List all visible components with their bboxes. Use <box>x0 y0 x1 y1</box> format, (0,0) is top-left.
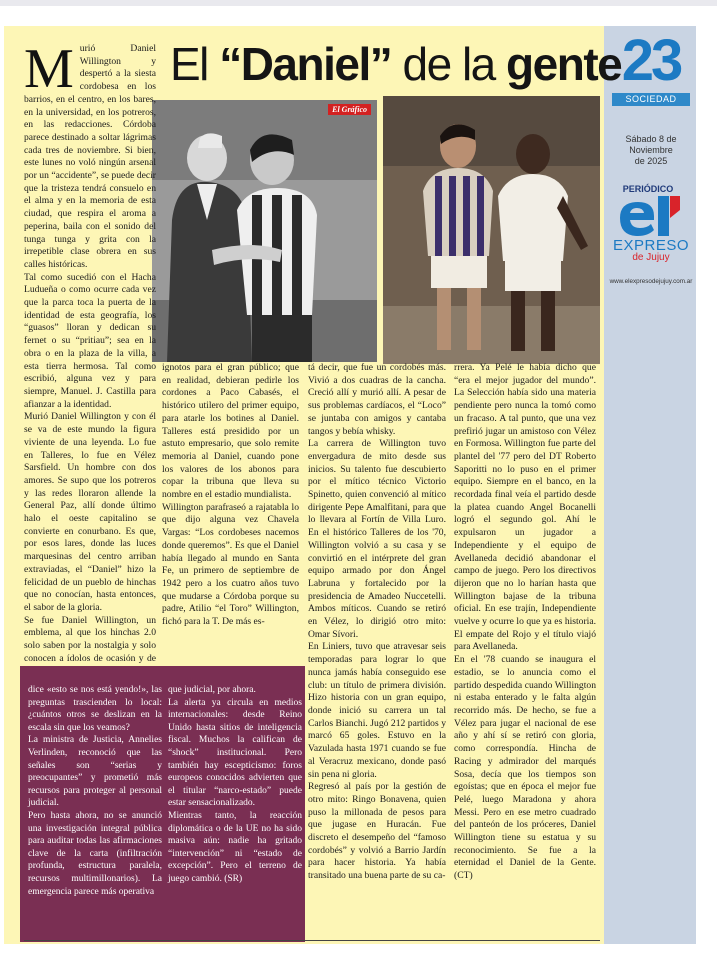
brand-expreso: EXPRESO <box>612 237 690 254</box>
brand-website[interactable]: www.elexpresodejujuy.com.ar <box>609 278 693 285</box>
headline: El “Daniel” de la gente <box>170 38 622 90</box>
el-logo <box>616 196 680 238</box>
box-column-2: que judicial, por ahora. La alerta ya circula en medios internacionales: desde Reino Unido hasta sitios de inteligencia fiscal. Muchos la califican de “shock” institucional. Pero también hay escepticismo: foros europeos conocidos advierten que el titular “narco-estado” puede estar sensacionalizado. Mientras tanto, la reacción diplomática o de la UE no ha sido masiva aún: nadie ha gritado “intervención” ni “estado de excepción”. Pero el terreno de juego cambió. (SR) <box>168 685 302 884</box>
top-strip <box>0 0 717 6</box>
section-label: SOCIEDAD <box>612 93 690 106</box>
article-column-1: Murió Daniel Willington y despertó a la siesta cordobesa en los barrios, en el centro, en los bares, en la universidad, en los potreros, en las redacciones. Córdoba parece destinado a soltar lágrimas cada tres de noviembre. Si bien, este lunes no voló ningún arsenal por un “accidente”, se puede decir que la tristeza tendrá consuelo en el alma y en la memoria de esta ciudad, que respira el aroma a peperina, baila con el sonido del tunga tunga y grita con la irrepetible clase obrera en sus calles históricas. Tal como sucedió con el Hacha Ludueña o como ocurre cada vez que la parca toca la puerta de la identidad de esta geografía, los “guasos” lloran y dedican su fernet o su “pritiau”; sea en la obra o en la plaza de la villa, a esta tierra hermosa. Tal como escribió, alguna vez y para siempre, Manuel. J. Castilla para afianzar a la identidad. Murió Daniel Willington y con él se va de este mundo la figura viviente de una leyenda. Lo fue en Talleres, lo fue en Vélez Sarsfield. Un hombre con dos amores. Se supo que los potreros y las redes lloraron allende la General Paz, allí donde último halo el oeste capitalino se convierte en conurbano. Es que, por esos lares, donde las luces marquesinas del centro arriban extraviadas, el “Daniel” hizo la felicidad de un pueblo de hinchas que no conocían, hasta entonces, el sabor de la gloria. Se fue Daniel Willington, un emblema, al que los hinchas 2.0 solo saben por la nostalgia y solo conocen a ídolos de ocasión y de <box>24 38 156 664</box>
page-number: 23 <box>621 28 681 93</box>
article-column-4: rrera. Ya Pelé le había dicho que “era el mejor jugador del mundo”. La Selección había sido una materia pendiente pero nunca la tomó como un fracaso. A tal punto, que una vez prefirió jugar un amistoso con Vélez en Formosa. Willington fue parte del plantel del '77 pero del DT Roberto Saporitti no lo puso en el primer equipo. Siempre en el banco, en la recordada final veía el partido desde la platea cuando Angel Bocanelli logró el segundo gol. Ahí le expulsaron un jugador a Independiente y el equipo de Avellaneda decidió abandonar el campo de juego. Pero los directivos dijeron que no lo harían hasta que Willington bajase de la tribuna oficial. En ese trajín, Independiente vuelve y ocurre lo que ya es historia. El empate del Rojo y el título viajó para Avellaneda. En el '78 cuando se inaugura el estadio, se lo anuncia como el partido despedida cuando Willington ni estaba enterado y le falta algún recorrido más. De hecho, se fue a Vélez para jugar el nacional de ese año y ahí sí se retiró con gloria, como correspondía. Hincha de Racing y admirador del marqués Sosa, decía que los tiempos son egoístas; que en época el mejor fue Pelé, luego Maradona y ahora Messi. Pero en ese metro cuadrado del panteón de los próceres, Daniel Willington tiene su estatua y su reconocimiento. Se fue a la eternidad el Daniel de la Gente. (CT) <box>454 362 596 882</box>
brand-periodico: PERIÓDICO <box>622 184 674 194</box>
brand-de-jujuy: de Jujuy <box>632 252 670 263</box>
dropcap: M <box>24 38 74 100</box>
photo-willington-embrace <box>152 100 377 362</box>
footer-rule <box>24 940 600 941</box>
box-column-1: dice «esto se nos está yendo!», las preguntas trascienden lo local: ¿cuántos otros se deslizan en la escala sin que los veamos? La ministra de Justicia, Annelies Verlinden, reconoció que las señales son “serias y preocupantes” y prometió más recursos para proteger al personal judicial. Pero hasta ahora, no se anunció una investigación integral pública para auditar todas las afirmaciones clave de la carta (infiltración profunda, estructura paralela, recursos multimillonarios). La emergencia parece más operativa <box>28 685 162 897</box>
issue-date: Sábado 8 de Noviembre de 2025 <box>625 134 677 166</box>
photo-badge-el-grafico: El Gráfico <box>328 104 371 115</box>
sidebar-box <box>20 666 305 942</box>
article-column-3: tá decir, que fue un cordobés más. Vivió a dos cuadras de la cancha. Creció allí y murió allí. A pesar de sus problemas cardíacos, el “Loco” se juntaba con amigos y cantaba tangos y bebía whisky. La carrera de Willington tuvo envergadura de mito desde sus inicios. Su talento fue descubierto por el mítico técnico Victorio Spinetto, quien convenció al mítico dirigente Pepe Amalfitani, para que lo llevara al Fortín de Villa Luro. En el histórico Talleres de los '70, Willington volvió a su casa y se convirtió en el intérprete del gran equipo armado por don Ángel Labruna y fortalecido por la presidencia de Amadeo Nuccetelli. Ambos míticos. Cuando se retiró en Vélez, lo dirigió otro mito: Omar Sívori. En Liniers, tuvo que atravesar seis temporadas para lograr lo que nunca jamás había conseguido ese club: un título de primera división. Hizo historia con un gran equipo, donde inició su carrera un tal Carlos Bianchi. Jugó 212 partidos y marcó 65 goles. Estuvo en la Vazulada hasta 1971 cuando se fue al Veracruz mexicano, donde pasó sin pena ni gloria. Regresó al país por la gestión de otro mito: Ringo Bonavena, quien puso la millonada de pesos para que jugase en Huracán. Fue discreto el desempeño del “famoso cordobés” y volvió a Barrio Jardín para hacer historia. Ya había transitado una buena parte de su ca- <box>308 362 446 882</box>
article-column-2: ignotos para el gran público; que en realidad, debieran pedirle los cordones a Paco Cabasés, el histórico utilero del primer equipo, para atarle los botines al Daniel. Talleres está presidido por un astuto empresario, que solo remite memoria al Daniel, cuando pone los valores de los abonos para copar la tribuna que lleva su nombre en el estadio mundialista. Willington parafraseó a rajatabla lo que dijo alguna vez Chavela Vargas: “Los cordobeses nacemos donde queremos”. Es que el Daniel había llegado al mundo en Santa Fe, un primero de septiembre de 1942 pero a los cuatro años tuvo que mudarse a Córdoba porque su padre, Atilio “el Toro” Willington, fichó para la T. De más es- <box>162 362 299 628</box>
photo-willington-pele <box>383 96 600 364</box>
